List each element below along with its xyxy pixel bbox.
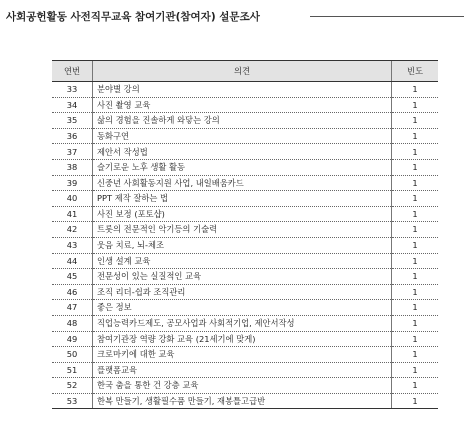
row-number-cell: 47 [52, 300, 93, 316]
row-opinion-cell: 한국 춤을 통한 건 강층 교육 [93, 378, 392, 394]
row-frequency-cell: 1 [392, 253, 439, 269]
row-number-cell: 42 [52, 222, 93, 238]
row-frequency-cell: 1 [392, 300, 439, 316]
row-opinion-cell: 슬기로운 노후 생활 활동 [93, 159, 392, 175]
row-frequency-cell: 1 [392, 331, 439, 347]
row-frequency-cell: 1 [392, 144, 439, 160]
table-row [52, 253, 438, 269]
row-number-cell: 33 [52, 82, 93, 98]
column-header-opinion: 의견 [93, 61, 392, 82]
table-row [52, 159, 438, 175]
row-opinion-cell: 좋은 정보 [93, 300, 392, 316]
row-frequency-cell: 1 [392, 284, 439, 300]
table-row [52, 269, 438, 285]
table-row [52, 175, 438, 191]
row-number-cell: 45 [52, 269, 93, 285]
table-row [52, 113, 438, 129]
row-number-cell: 53 [52, 393, 93, 409]
row-number-cell: 48 [52, 315, 93, 331]
table-row [52, 284, 438, 300]
column-header-frequency: 빈도 [392, 61, 439, 82]
row-frequency-cell: 1 [392, 362, 439, 378]
row-opinion-cell: 사진 촬영 교육 [93, 97, 392, 113]
row-frequency-cell: 1 [392, 378, 439, 394]
row-opinion-cell: 동화구연 [93, 128, 392, 144]
table-row [52, 347, 438, 363]
row-frequency-cell: 1 [392, 159, 439, 175]
row-opinion-cell: 인생 설계 교육 [93, 253, 392, 269]
row-frequency-cell: 1 [392, 113, 439, 129]
survey-opinion-table [52, 60, 438, 409]
row-number-cell: 50 [52, 347, 93, 363]
row-opinion-cell: 분야별 강의 [93, 82, 392, 98]
row-opinion-cell: 조직 리더-쉽과 조직관리 [93, 284, 392, 300]
row-opinion-cell: 신중년 사회활동지원 사업, 내일배움카드 [93, 175, 392, 191]
row-number-cell: 49 [52, 331, 93, 347]
table-row [52, 206, 438, 222]
row-number-cell: 39 [52, 175, 93, 191]
row-frequency-cell: 1 [392, 237, 439, 253]
row-number-cell: 37 [52, 144, 93, 160]
table-row [52, 128, 438, 144]
table-row [52, 82, 438, 98]
row-number-cell: 35 [52, 113, 93, 129]
row-number-cell: 43 [52, 237, 93, 253]
document-header [6, 7, 468, 25]
row-frequency-cell: 1 [392, 315, 439, 331]
row-number-cell: 46 [52, 284, 93, 300]
table-row [52, 362, 438, 378]
table-row [52, 144, 438, 160]
row-frequency-cell: 1 [392, 175, 439, 191]
row-frequency-cell: 1 [392, 269, 439, 285]
row-number-cell: 40 [52, 191, 93, 207]
row-frequency-cell: 1 [392, 191, 439, 207]
table-row [52, 393, 438, 409]
row-opinion-cell: 크로마키에 대한 교육 [93, 347, 392, 363]
row-number-cell: 34 [52, 97, 93, 113]
row-number-cell: 36 [52, 128, 93, 144]
table-row [52, 191, 438, 207]
row-number-cell: 41 [52, 206, 93, 222]
row-frequency-cell: 1 [392, 128, 439, 144]
table-row [52, 378, 438, 394]
row-opinion-cell: PPT 제작 잘하는 법 [93, 191, 392, 207]
row-frequency-cell: 1 [392, 206, 439, 222]
row-number-cell: 38 [52, 159, 93, 175]
row-frequency-cell: 1 [392, 222, 439, 238]
table-header-row [52, 61, 438, 82]
table-row [52, 331, 438, 347]
table-row [52, 315, 438, 331]
row-opinion-cell: 트롯의 전문적인 악기등의 기술력 [93, 222, 392, 238]
row-number-cell: 52 [52, 378, 93, 394]
table-row [52, 222, 438, 238]
row-opinion-cell: 플랫폼교육 [93, 362, 392, 378]
row-opinion-cell: 사진 보정 (포토샵) [93, 206, 392, 222]
row-opinion-cell: 웃음 치료, 뇌-체조 [93, 237, 392, 253]
row-frequency-cell: 1 [392, 393, 439, 409]
column-header-number: 연번 [52, 61, 93, 82]
table-row [52, 237, 438, 253]
row-opinion-cell: 제안서 작성법 [93, 144, 392, 160]
document-title: 사회공헌활동 사전직무교육 참여기관(참여자) 설문조사 [6, 10, 260, 23]
row-frequency-cell: 1 [392, 347, 439, 363]
table-body [52, 82, 438, 409]
row-opinion-cell: 삶의 경험을 진솔하게 와닿는 강의 [93, 113, 392, 129]
row-opinion-cell: 직업능력카드제도, 공모사업과 사회적기업, 제안서작성 [93, 315, 392, 331]
table-row [52, 300, 438, 316]
row-opinion-cell: 한복 만들기, 생활필수품 만들기, 재봉틀고급반 [93, 393, 392, 409]
row-number-cell: 44 [52, 253, 93, 269]
row-frequency-cell: 1 [392, 82, 439, 98]
row-opinion-cell: 전문성이 있는 실질적인 교육 [93, 269, 392, 285]
header-divider [310, 16, 464, 17]
row-number-cell: 51 [52, 362, 93, 378]
table-row [52, 97, 438, 113]
row-opinion-cell: 참여기관장 역량 강화 교육 (21세기에 맞게) [93, 331, 392, 347]
row-frequency-cell: 1 [392, 97, 439, 113]
